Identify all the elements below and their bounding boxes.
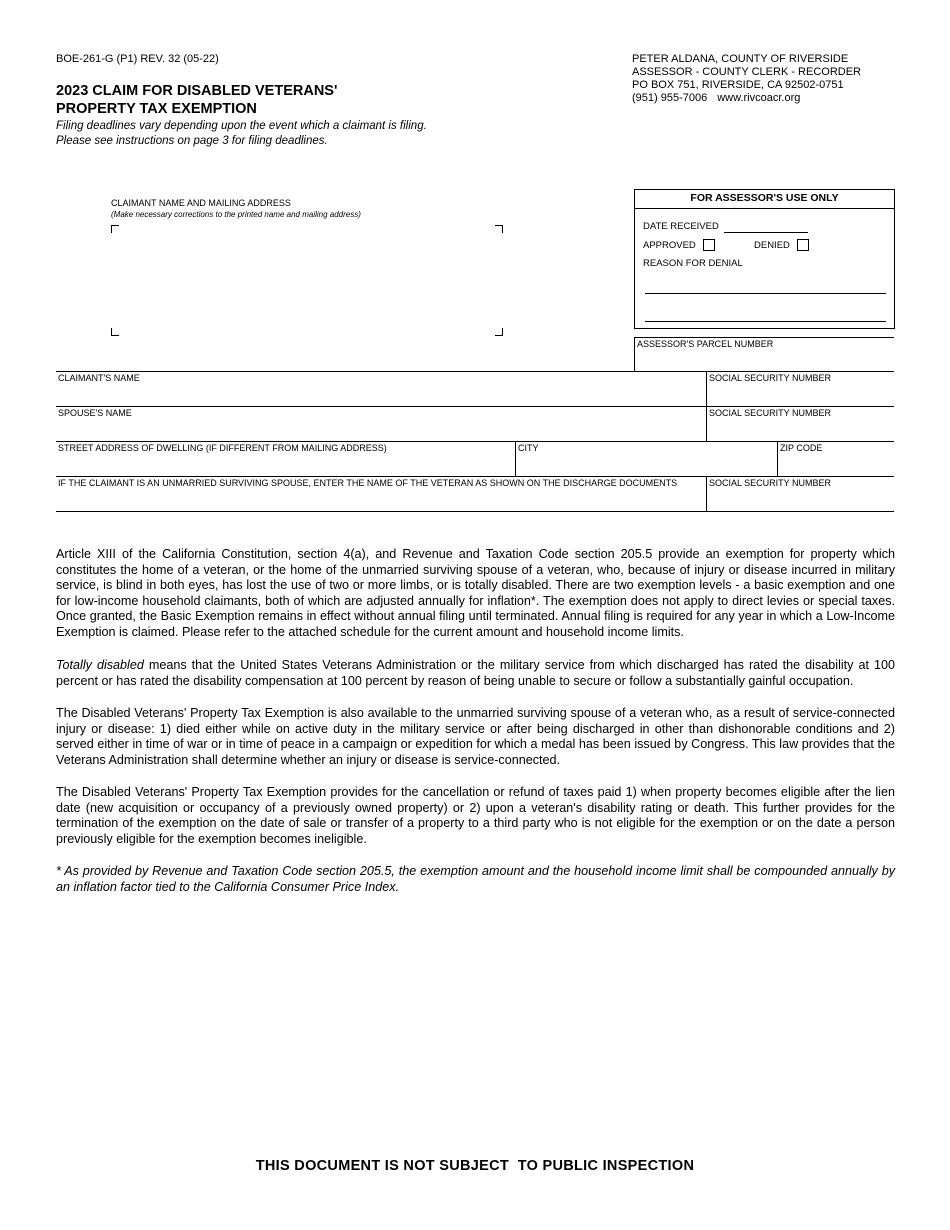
grid-line bbox=[56, 511, 894, 512]
assessor-use-heading: FOR ASSESSOR'S USE ONLY bbox=[635, 190, 894, 209]
spouse-ssn-label: SOCIAL SECURITY NUMBER bbox=[709, 408, 832, 418]
address-window-corner-top-left bbox=[111, 225, 119, 233]
spouse-name-input[interactable] bbox=[58, 420, 702, 438]
veteran-name-input[interactable] bbox=[58, 490, 702, 508]
zip-code-input[interactable] bbox=[780, 455, 891, 473]
claimant-ssn-label: SOCIAL SECURITY NUMBER bbox=[709, 373, 832, 383]
grid-line bbox=[56, 441, 894, 442]
public-inspection-notice: THIS DOCUMENT IS NOT SUBJECT TO PUBLIC INSPECTION bbox=[255, 1158, 695, 1174]
zip-code-label: ZIP CODE bbox=[780, 443, 823, 453]
filing-deadline-note bbox=[56, 119, 427, 149]
paragraph-surviving-spouse: The Disabled Veterans' Property Tax Exemption is also available to the unmarried surviving spouse of a veteran who, as a result of service-connected injury or disease: 1) died either while on active duty in the military service or after being discharged in other than dishonorable conditions and 2) served either in time of war or in time of peace in a campaign or expedition for which a medal has been issued by Congress. This law provides that the Veterans Administration shall determine whether an injury or disease is service-connected. bbox=[56, 706, 895, 767]
office-phone: (951) 955-7006 bbox=[632, 92, 708, 104]
address-window-corner-top-right bbox=[495, 225, 503, 233]
claimant-address-input[interactable] bbox=[120, 234, 490, 326]
parcel-number-box[interactable] bbox=[634, 337, 894, 372]
street-address-label: STREET ADDRESS OF DWELLING (IF DIFFERENT FROM MAILING ADDRESS) bbox=[58, 443, 387, 453]
approved-checkbox[interactable] bbox=[703, 239, 715, 251]
veteran-ssn-input[interactable] bbox=[709, 490, 891, 508]
veteran-name-label: IF THE CLAIMANT IS AN UNMARRIED SURVIVING SPOUSE, ENTER THE NAME OF THE VETERAN AS SHOWN ON THE DISCHARGE DOCUMENTS bbox=[58, 478, 678, 488]
spouse-name-label: SPOUSE'S NAME bbox=[58, 408, 132, 418]
office-line2: ASSESSOR - COUNTY CLERK - RECORDER bbox=[632, 66, 862, 78]
paragraph-cancellation-refund: The Disabled Veterans' Property Tax Exemption provides for the cancellation or refund of taxes paid 1) when property becomes eligible after the lien date (new acquisition or occupancy of a previously owned property) or 2) upon a veteran's disability rating or death. This further provides for the termination of the exemption on the date of sale or transfer of a property to a third party who is not eligible for the exemption or on the date a person previously eligible for the exemption becomes ineligible. bbox=[56, 785, 895, 846]
grid-line bbox=[56, 476, 894, 477]
totally-disabled-definition: means that the United States Veterans Administration or the military service from which discharged has rated the disability at 100 percent or has rated the disability compensation at 100 percent by reason of being unable to secure or follow a substantially gainful occupation. bbox=[56, 658, 895, 688]
claimant-ssn-input[interactable] bbox=[709, 385, 891, 403]
assessor-use-box bbox=[634, 189, 895, 329]
claimant-address-label: CLAIMANT NAME AND MAILING ADDRESS bbox=[111, 198, 291, 208]
totally-disabled-term: Totally disabled bbox=[56, 658, 144, 672]
office-contact bbox=[632, 92, 861, 105]
footnote-inflation: * As provided by Revenue and Taxation Code section 205.5, the exemption amount and the household income limit shall be compounded annually by an inflation factor tied to the California Consumer Price Index. bbox=[56, 864, 895, 894]
reason-line-2[interactable] bbox=[645, 321, 886, 322]
parcel-number-label: ASSESSOR'S PARCEL NUMBER bbox=[637, 339, 774, 349]
denied-checkbox[interactable] bbox=[797, 239, 809, 251]
denied-label: DENIED bbox=[754, 240, 790, 251]
note-line2: Please see instructions on page 3 for filing deadlines. bbox=[56, 135, 328, 147]
city-label: CITY bbox=[518, 443, 539, 453]
claimant-name-input[interactable] bbox=[58, 385, 702, 403]
veteran-ssn-label: SOCIAL SECURITY NUMBER bbox=[709, 478, 832, 488]
reason-for-denial-label: REASON FOR DENIAL bbox=[643, 258, 743, 269]
form-number: BOE-261-G (P1) REV. 32 (05-22) bbox=[56, 53, 219, 65]
address-window-corner-bottom-right bbox=[495, 328, 503, 336]
grid-divider bbox=[706, 476, 707, 511]
approved-label: APPROVED bbox=[643, 240, 696, 251]
address-window-corner-bottom-left bbox=[111, 328, 119, 336]
reason-line-1[interactable] bbox=[645, 293, 886, 294]
grid-divider bbox=[777, 441, 778, 476]
spouse-ssn-input[interactable] bbox=[709, 420, 891, 438]
grid-divider bbox=[515, 441, 516, 476]
date-received-field[interactable] bbox=[724, 232, 808, 233]
form-title-line1: 2023 CLAIM FOR DISABLED VETERANS' bbox=[56, 83, 338, 99]
paragraph-exemption-overview: Article XIII of the California Constitution, section 4(a), and Revenue and Taxation Code section 205.5 provide an exemption for property which constitutes the home of a veteran, or the home of the unmarried surviving spouse of a veteran, who, because of injury or disease incurred in military service, is blind in both eyes, has lost the use of two or more limbs, or is totally disabled. There are two exemption levels - a basic exemption and one for low-income household claimants, both of which are adjusted annually for inflation*. The exemption does not apply to direct levies or special taxes. Once granted, the Basic Exemption remains in effect without annual filing until terminated. Annual filing is required for any year in which a Low-Income Exemption is claimed. Please refer to the attached schedule for the current amount and household income limits. bbox=[56, 547, 895, 639]
claimant-address-sublabel: (Make necessary corrections to the printed name and mailing address) bbox=[111, 210, 361, 219]
street-address-input[interactable] bbox=[58, 455, 512, 473]
grid-divider bbox=[706, 371, 707, 441]
date-received-label: DATE RECEIVED bbox=[643, 221, 719, 232]
office-line3: PO BOX 751, RIVERSIDE, CA 92502-0751 bbox=[632, 79, 844, 91]
office-website: www.rivcoacr.org bbox=[717, 92, 801, 104]
city-input[interactable] bbox=[518, 455, 774, 473]
grid-line bbox=[56, 406, 894, 407]
note-line1: Filing deadlines vary depending upon the event which a claimant is filing. bbox=[56, 120, 427, 132]
office-line1: PETER ALDANA, COUNTY OF RIVERSIDE bbox=[632, 53, 849, 65]
assessor-office-info bbox=[632, 53, 861, 105]
claimant-name-label: CLAIMANT'S NAME bbox=[58, 373, 140, 383]
paragraph-totally-disabled bbox=[56, 658, 895, 689]
grid-line bbox=[56, 371, 894, 372]
form-title-line2: PROPERTY TAX EXEMPTION bbox=[56, 101, 257, 117]
form-title bbox=[56, 82, 337, 118]
